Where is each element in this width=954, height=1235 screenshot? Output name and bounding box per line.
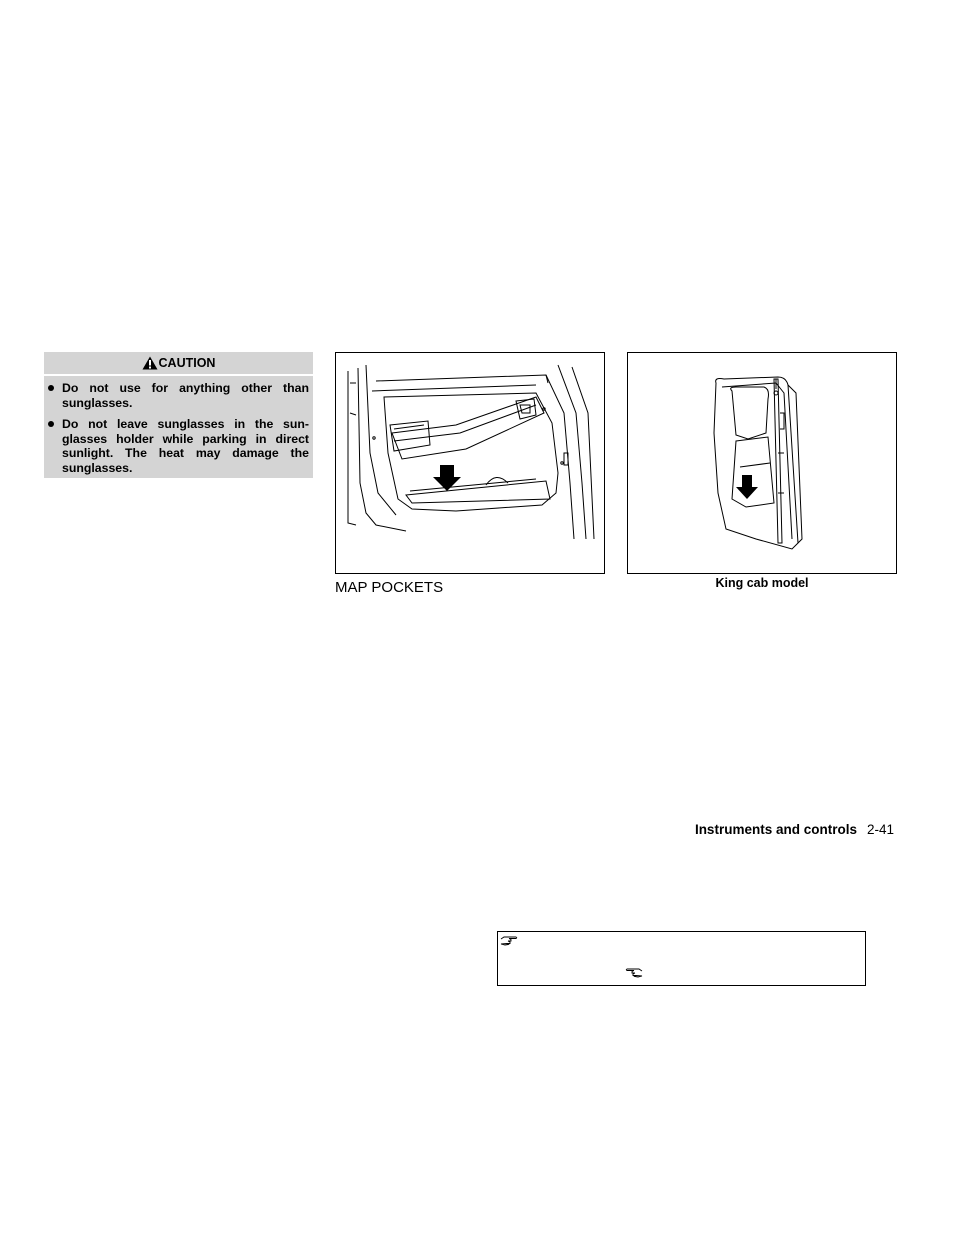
pointing-hand-right-icon [500,935,518,946]
pointing-hand-left-icon [625,967,643,978]
caution-box [44,352,313,478]
bullet-icon [48,421,54,427]
page-footer [695,822,894,837]
section-heading: MAP POCKETS [335,579,444,596]
down-arrow-icon [433,465,461,491]
page-number: 2-41 [866,822,894,837]
caution-list [44,376,313,475]
reference-box [497,931,866,986]
figure-king-cab-rear-door [627,352,897,574]
down-arrow-icon [736,475,758,499]
figure-front-door-map-pocket [335,352,605,574]
front-door-illustration [336,353,604,573]
caution-item: Do not leave sunglasses in the sun-glasses holder while parking in direct sunlight. The heat may damage the sunglasses. [48,417,309,475]
bullet-icon [48,385,54,391]
caution-title: CAUTION [158,356,216,370]
footer-section-title: Instruments and controls [694,822,857,837]
rear-door-illustration [628,353,896,573]
figure-caption: King cab model [715,576,809,590]
caution-header [44,352,313,376]
warning-triangle-icon [142,356,158,370]
caution-item: Do not use for anything other than sunglasses. [48,381,309,410]
